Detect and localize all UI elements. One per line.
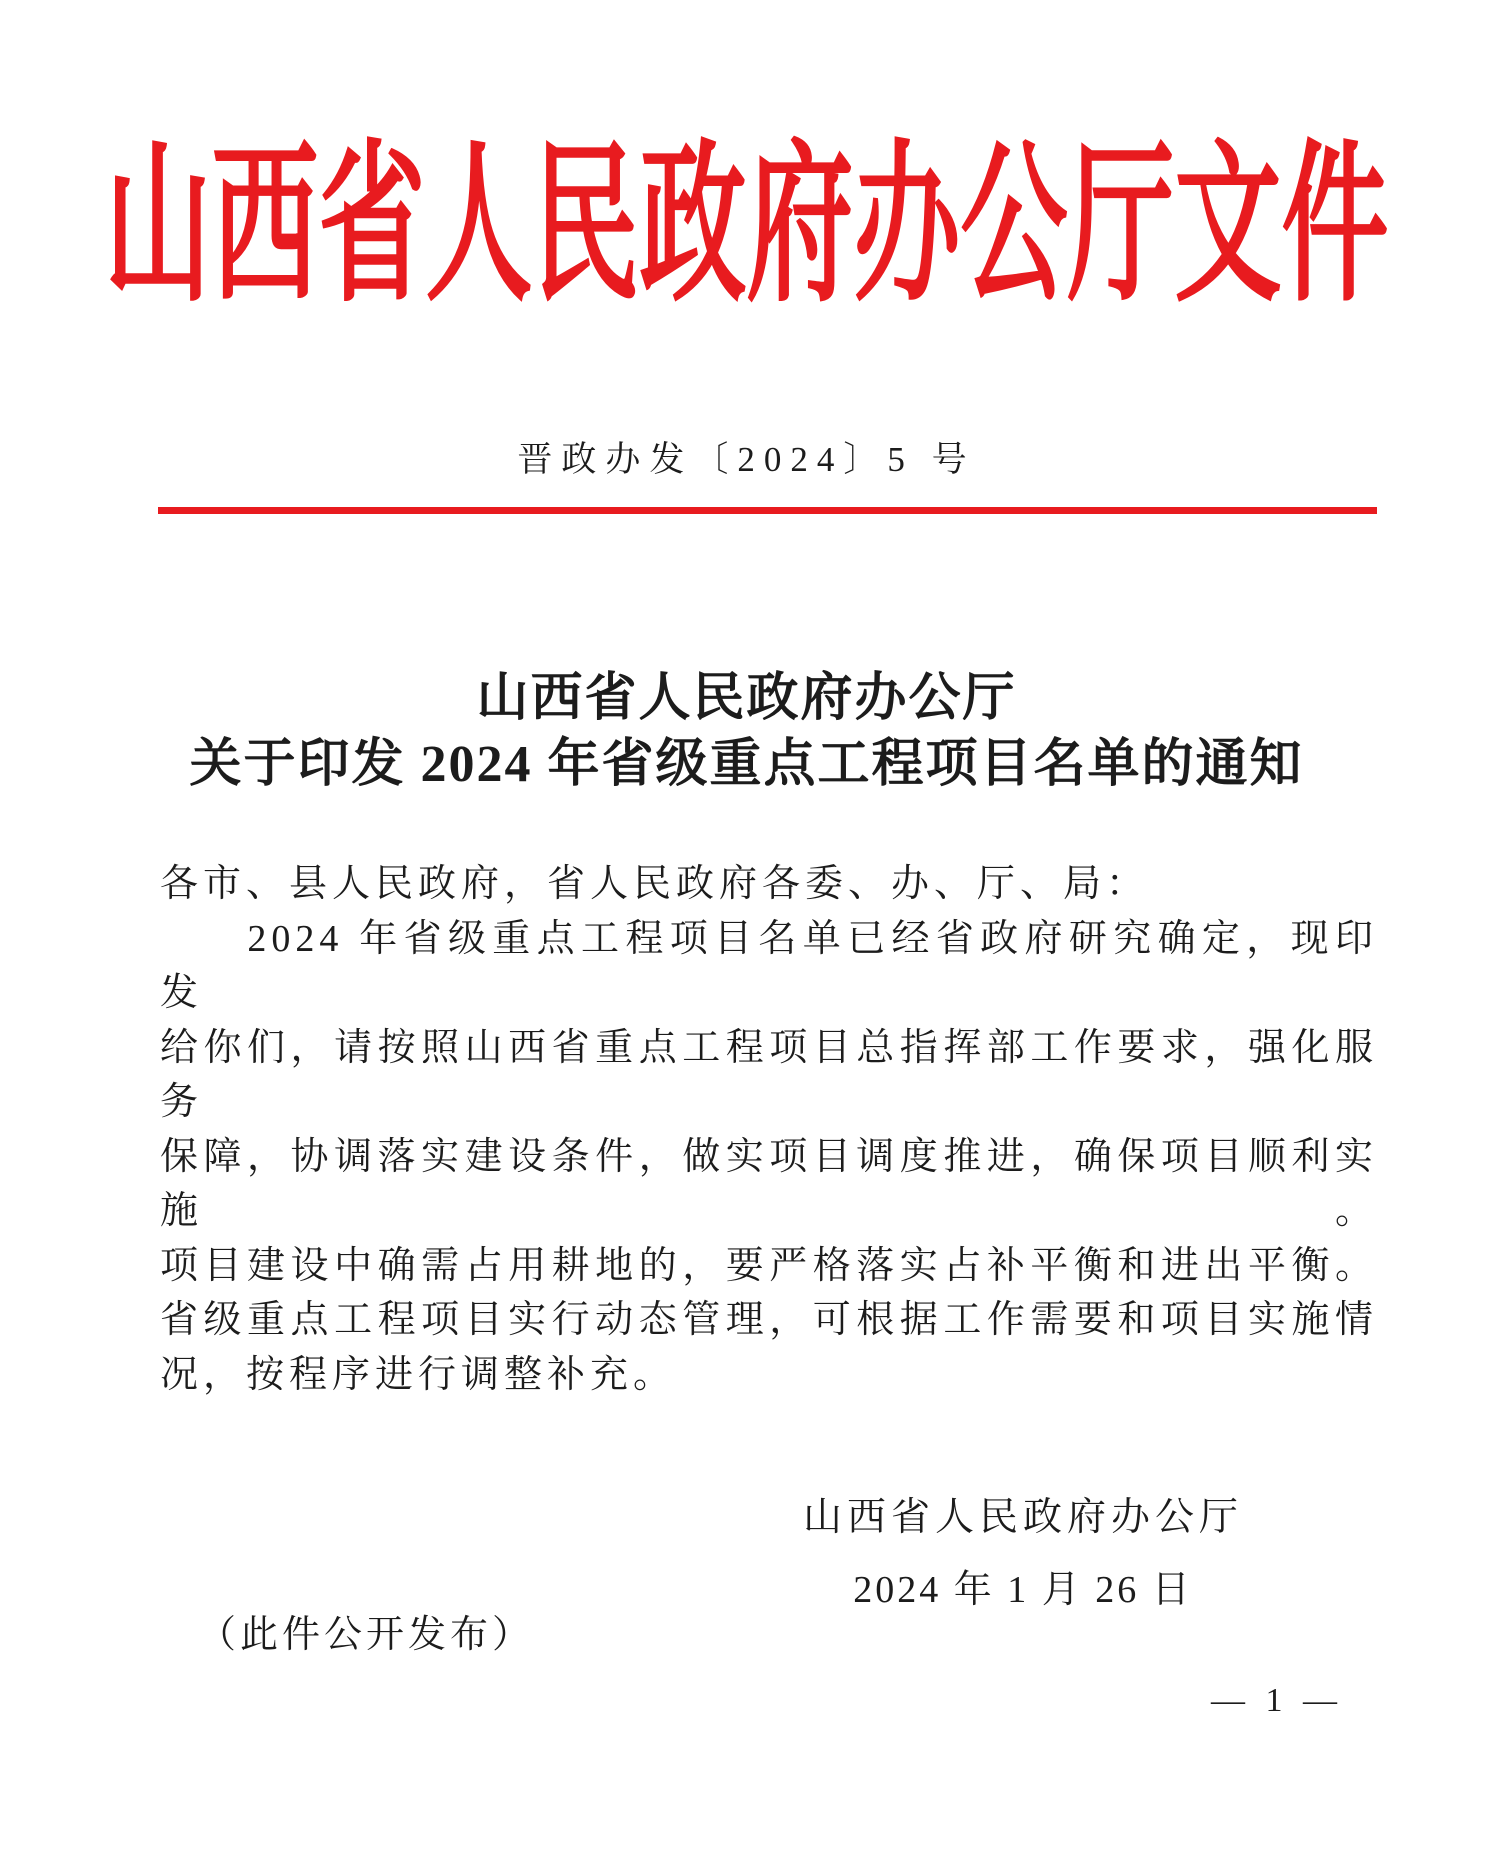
body-line: 况，按程序进行调整补充。 <box>160 1353 677 1396</box>
body-line: 保障，协调落实建设条件，做实项目调度推进，确保项目顺利实施。 <box>160 1135 1378 1232</box>
body-line: 省级重点工程项目实行动态管理，可根据工作需要和项目实施情 <box>160 1299 1378 1341</box>
document-title-line1: 山西省人民政府办公厅 <box>476 670 1017 727</box>
letterhead-banner <box>0 118 1493 324</box>
signature-organization: 山西省人民政府办公厅 <box>802 1496 1243 1539</box>
document-body <box>160 857 1378 1402</box>
body-line: 2024 年省级重点工程项目名单已经省政府研究确定，现印发 <box>160 917 1378 1014</box>
document-number: 晋政办发〔2024〕5 号 <box>517 440 976 479</box>
document-title-line2: 关于印发 2024 年省级重点工程项目名单的通知 <box>189 736 1304 793</box>
document-title <box>0 666 1493 798</box>
letterhead-title: 山西省人民政府办公厅文件 <box>104 132 1389 324</box>
publish-note: （此件公开发布） <box>198 1614 535 1656</box>
body-line: 各市、县人民政府，省人民政府各委、办、厅、局： <box>160 863 1150 905</box>
body-line: 项目建设中确需占用耕地的，要严格落实占补平衡和进出平衡。 <box>160 1244 1378 1287</box>
signature-date: 2024 年 1 月 26 日 <box>853 1569 1193 1611</box>
page-number: — 1 — <box>1211 1682 1343 1719</box>
signature-block <box>803 1486 1243 1613</box>
red-divider-line <box>158 507 1377 514</box>
body-line: 给你们，请按照山西省重点工程项目总指挥部工作要求，强化服务 <box>160 1026 1378 1123</box>
